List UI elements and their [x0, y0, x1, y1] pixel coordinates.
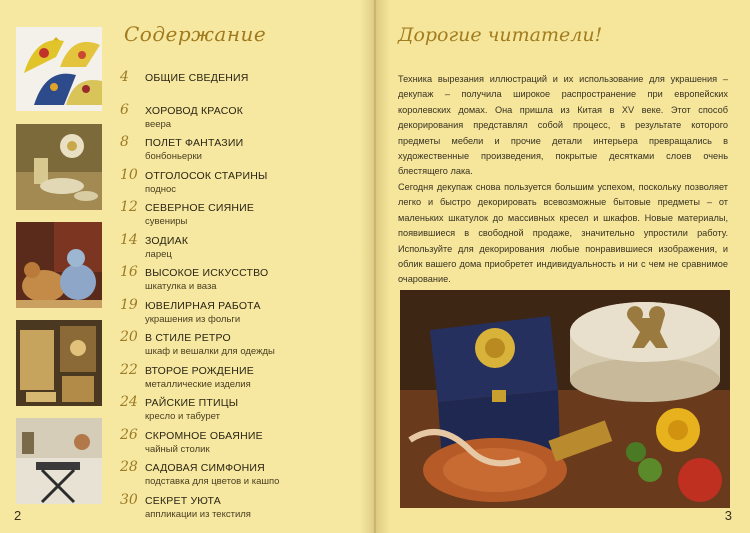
- toc-page-number: 22: [120, 361, 138, 378]
- toc-heading: САДОВАЯ СИМФОНИЯ: [145, 462, 265, 474]
- toc-entry[interactable]: [120, 200, 360, 233]
- toc-entry[interactable]: [120, 493, 360, 526]
- toc-page-number: 26: [120, 426, 138, 443]
- toc-subtitle: шкатулка и ваза: [145, 281, 217, 292]
- toc-entry[interactable]: [120, 330, 360, 363]
- toc-subtitle: бонбоньерки: [145, 151, 202, 162]
- toc-entry[interactable]: [120, 168, 360, 201]
- toc-subtitle: украшения из фольги: [145, 313, 241, 325]
- toc-subtitle: ларец: [145, 248, 172, 260]
- toc-subtitle: веера: [145, 118, 172, 130]
- toc-entry[interactable]: [120, 395, 360, 428]
- toc-subtitle: поднос: [145, 183, 177, 195]
- toc-heading: СЕВЕРНОЕ СИЯНИЕ: [145, 202, 255, 214]
- toc-heading: ВТОРОЕ РОЖДЕНИЕ: [145, 364, 254, 377]
- toc-heading: РАЙСКИЕ ПТИЦЫ: [145, 397, 239, 409]
- toc-entry[interactable]: [120, 428, 360, 461]
- toc-heading: ПОЛЕТ ФАНТАЗИИ: [145, 137, 244, 149]
- toc-page-number: 6: [120, 101, 129, 118]
- toc-page-number: 16: [120, 264, 138, 280]
- toc-page-number: 30: [120, 491, 138, 508]
- thumb-retro-photo: [16, 320, 102, 406]
- toc-heading: СЕКРЕТ УЮТА: [145, 494, 221, 507]
- decoupage-boxes-photo: [400, 290, 730, 508]
- toc-subtitle: аппликации из текстиля: [145, 508, 251, 520]
- book-gutter: [360, 0, 390, 533]
- toc-list: [120, 70, 360, 525]
- left-page-number: 2: [14, 508, 22, 523]
- toc-page-number: 8: [120, 134, 129, 150]
- toc-page-number: 28: [120, 459, 138, 475]
- right-page-number: 3: [724, 508, 732, 523]
- toc-subtitle: чайный столик: [145, 443, 210, 455]
- left-page: [0, 0, 372, 533]
- welcome-title: Дорогие читатели!: [398, 24, 603, 46]
- toc-page-number: 19: [120, 296, 138, 313]
- toc-entry[interactable]: [120, 70, 360, 103]
- toc-heading: ХОРОВОД КРАСОК: [145, 104, 244, 117]
- toc-page-number: 14: [120, 231, 138, 248]
- thumb-ducks-photo: [16, 222, 102, 308]
- toc-subtitle: сувениры: [145, 216, 188, 227]
- toc-entry[interactable]: [120, 233, 360, 266]
- toc-heading: ЮВЕЛИРНАЯ РАБОТА: [145, 299, 261, 312]
- toc-subtitle: металлические изделия: [145, 378, 251, 390]
- toc-heading: ОБЩИЕ СВЕДЕНИЯ: [145, 72, 249, 84]
- toc-page-number: 24: [120, 394, 138, 410]
- toc-heading: ЗОДИАК: [145, 234, 189, 247]
- toc-subtitle: шкаф и вешалки для одежды: [145, 346, 275, 357]
- thumb-bonbonniere-photo: [16, 124, 102, 210]
- toc-heading: СКРОМНОЕ ОБАЯНИЕ: [145, 429, 263, 442]
- toc-page-number: 12: [120, 199, 138, 215]
- toc-entry[interactable]: [120, 265, 360, 298]
- toc-title: Содержание: [124, 22, 267, 46]
- intro-paragraph-2: Сегодня декупаж снова пользуется большим успехом, поскольку позволяет легко и быстро декорировать всевозможные бытовые предметы – от маленьких шкатулок до массивных кресел и шкафов. Новые материалы, появившиеся в свободной продаже, значительно упростили работу. Используйте для декорирования любые понравившиеся изображения, и облик вашего дома приобретет индивидуальность и ни с чем не сравнимое очарование.: [398, 182, 728, 285]
- toc-page-number: 20: [120, 329, 138, 345]
- intro-paragraph-1: Техника вырезания иллюстраций и их использование для украшения – декупаж – получила широкое распространение при европейских королевских домах. Она пришла из Китая в XV веке. Этот способ декорирования представлял собой процесс, в результате которого предметы мебели и прочие детали интерьера превращались в художественные произведения, покрытые десятками слоев очень блестящего лака.: [398, 74, 728, 177]
- thumb-fans-photo: [16, 27, 102, 111]
- toc-entry[interactable]: [120, 103, 360, 136]
- toc-entry[interactable]: [120, 298, 360, 331]
- toc-heading: В СТИЛЕ РЕТРО: [145, 332, 231, 344]
- toc-entry[interactable]: [120, 135, 360, 168]
- thumb-teatable-photo: [16, 418, 102, 504]
- toc-heading: ОТГОЛОСОК СТАРИНЫ: [145, 169, 268, 182]
- toc-entry[interactable]: [120, 460, 360, 493]
- toc-entry[interactable]: [120, 363, 360, 396]
- toc-page-number: 4: [120, 69, 129, 85]
- toc-page-number: 10: [120, 166, 138, 183]
- toc-heading: ВЫСОКОЕ ИСКУССТВО: [145, 267, 269, 279]
- toc-subtitle: подставка для цветов и кашпо: [145, 476, 280, 487]
- toc-subtitle: кресло и табурет: [145, 411, 220, 422]
